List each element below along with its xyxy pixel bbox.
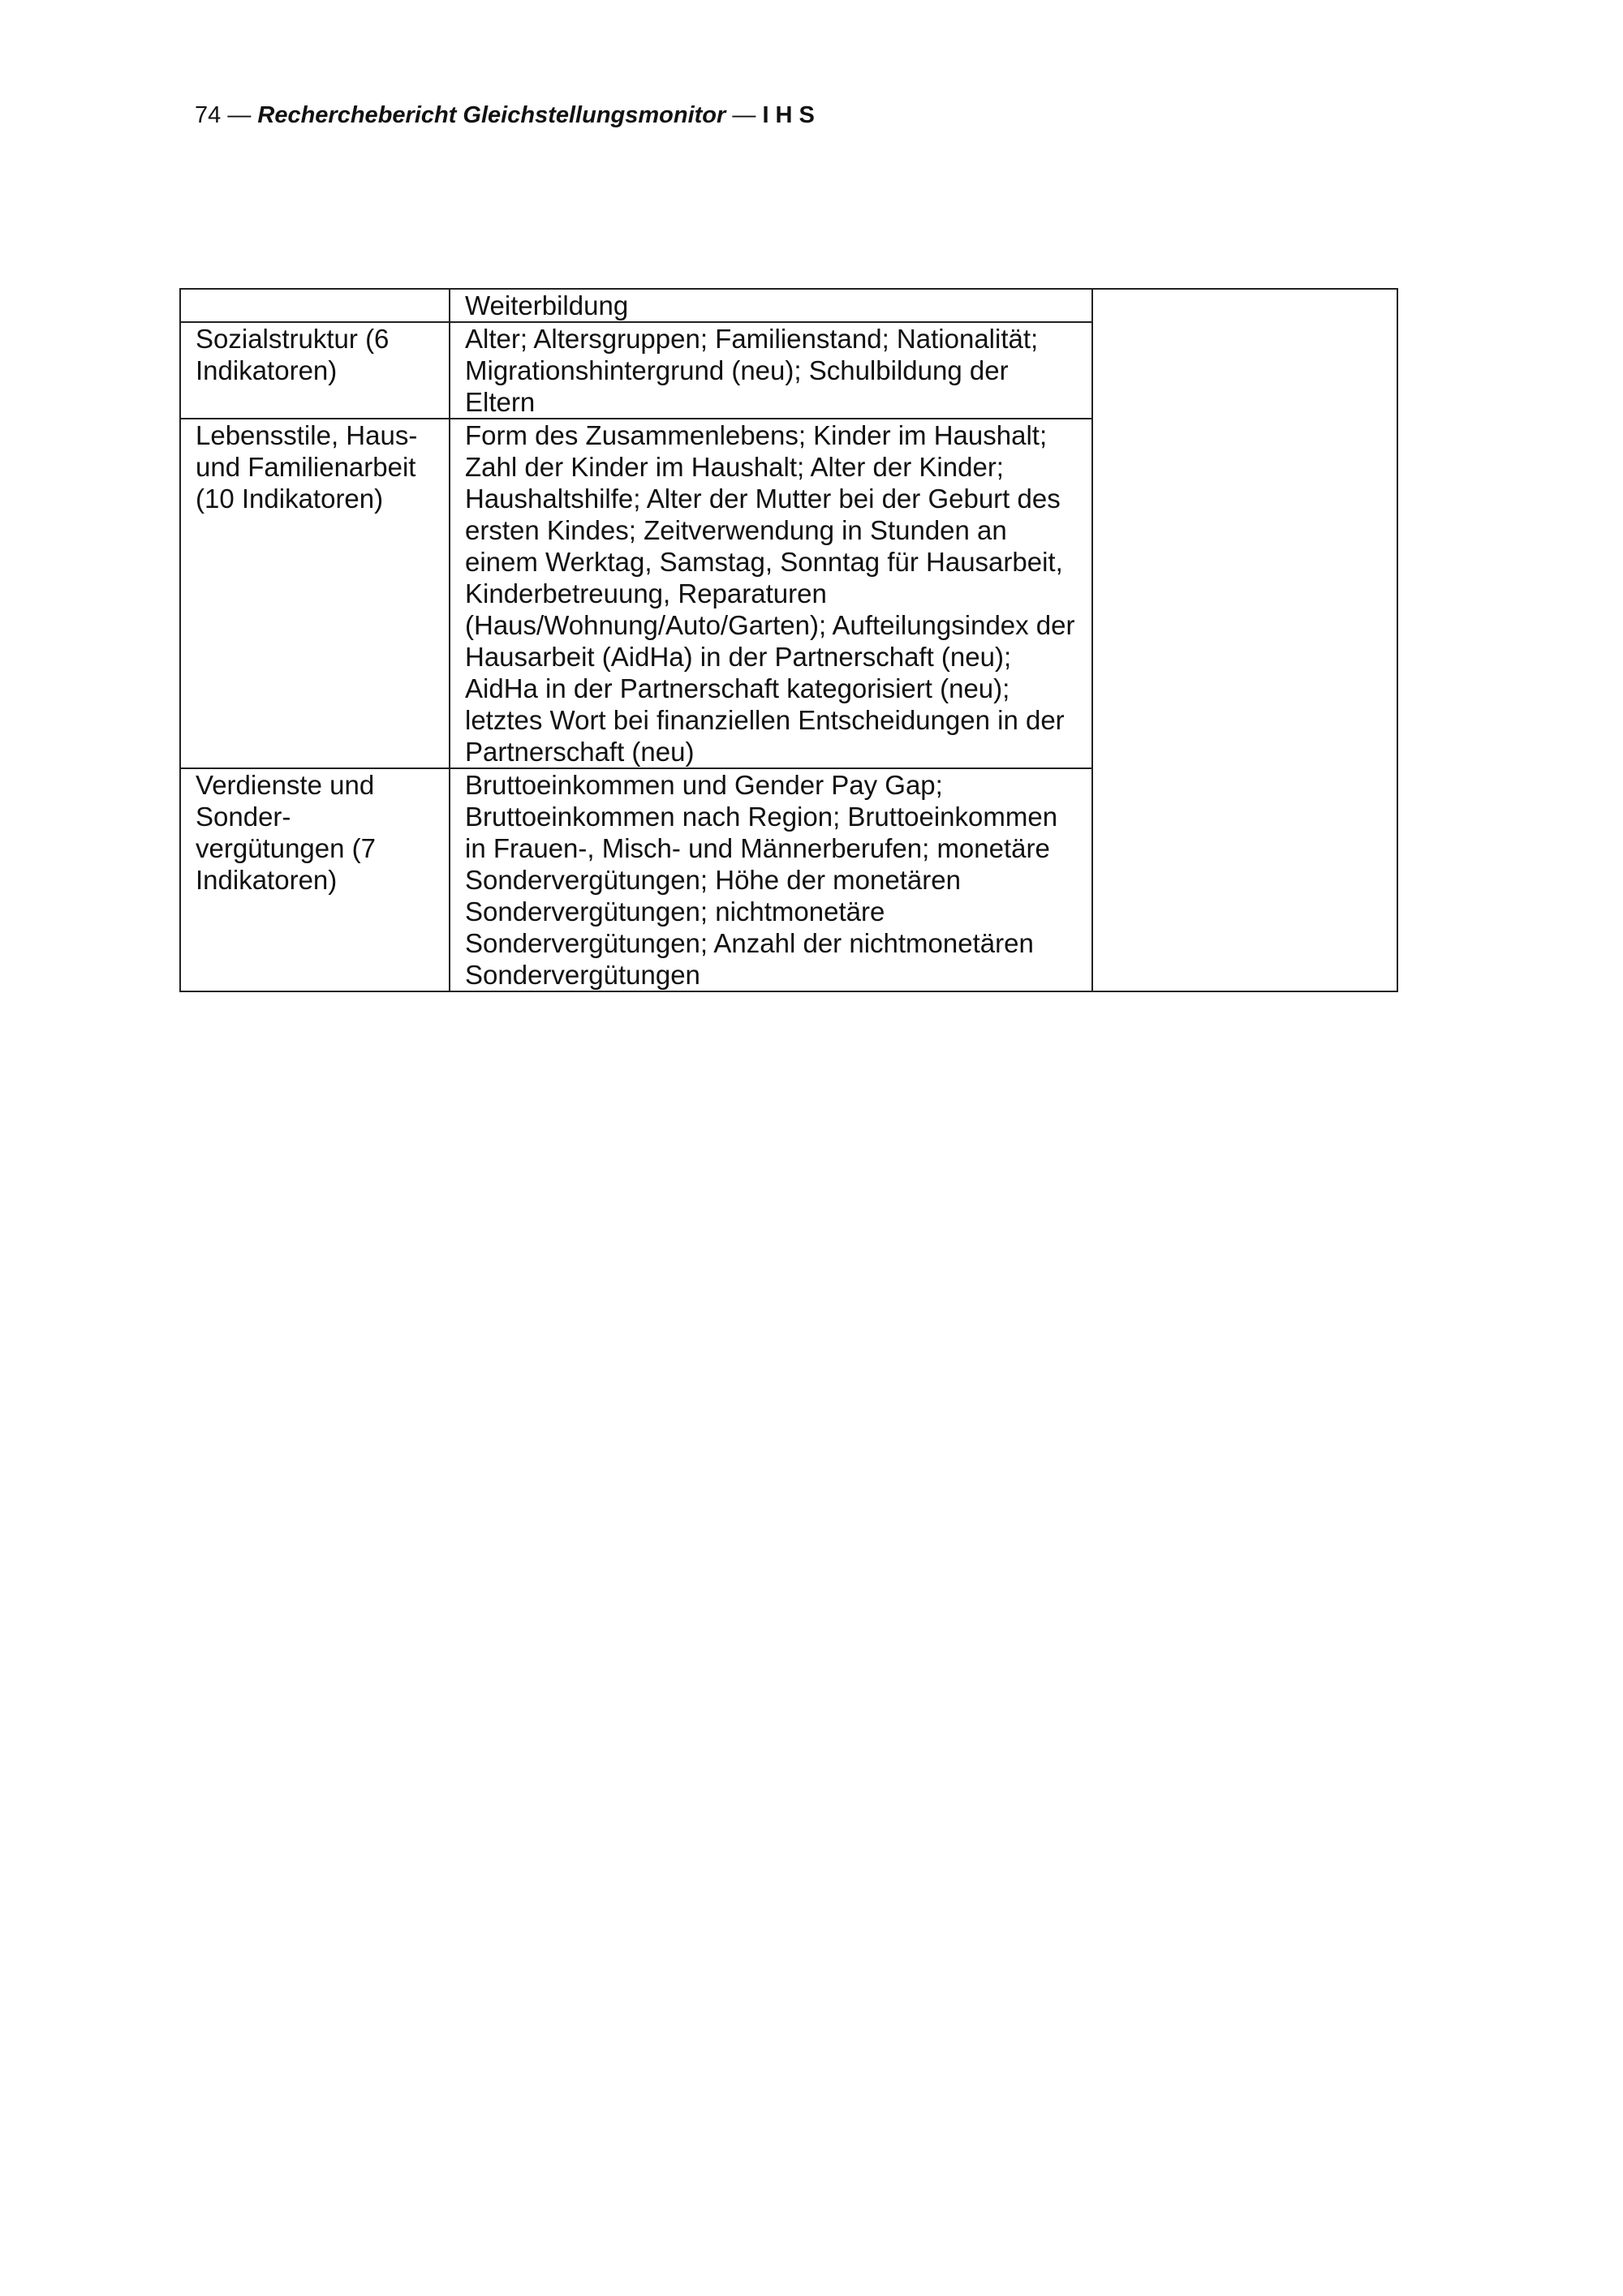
publisher-name: I H S [762, 102, 815, 128]
document-title: Recherchebericht Gleichstellungsmonitor [257, 102, 726, 128]
indicator-table [179, 288, 1398, 992]
area-cell: Lebensstile, Haus- und Familienarbeit (10 Indikatoren) [180, 419, 450, 768]
area-cell [180, 289, 450, 322]
header-separator: — [227, 102, 252, 128]
table-row [180, 289, 1397, 322]
indicators-cell: Alter; Altersgruppen; Familienstand; Nationalität; Migrationshintergrund (neu); Schulbildung der Eltern [450, 322, 1092, 419]
running-header [195, 101, 815, 130]
header-separator: — [732, 102, 756, 128]
page-number: 74 [195, 102, 222, 128]
indicators-cell: Form des Zusammenlebens; Kinder im Haushalt; Zahl der Kinder im Haushalt; Alter der Kinder; Haushaltshilfe; Alter der Mutter bei der Geburt des ersten Kindes; Zeitverwendung in Stunden an einem Werktag, Samstag, Sonntag für Hausarbeit, Kinderbetreuung, Reparaturen (Haus/Wohnung/Auto/Garten); Aufteilungsindex der Hausarbeit (AidHa) in der Partnerschaft (neu); AidHa in der Partnerschaft kategorisiert (neu); letztes Wort bei finanziellen Entscheidungen in der Partnerschaft (neu) [450, 419, 1092, 768]
indicators-cell: Bruttoeinkommen und Gender Pay Gap; Bruttoeinkommen nach Region; Bruttoeinkommen in Frauen-, Misch- und Männerberufen; monetäre Sondervergütungen; Höhe der monetären Sondervergütungen; nichtmonetäre Sondervergütungen; Anzahl der nichtmonetären Sondervergütungen [450, 768, 1092, 991]
indicators-cell: Weiterbildung [450, 289, 1092, 322]
area-cell: Sozialstruktur (6 Indikatoren) [180, 322, 450, 419]
notes-cell [1092, 289, 1397, 991]
area-cell: Verdienste und Sonder- vergütungen (7 Indikatoren) [180, 768, 450, 991]
